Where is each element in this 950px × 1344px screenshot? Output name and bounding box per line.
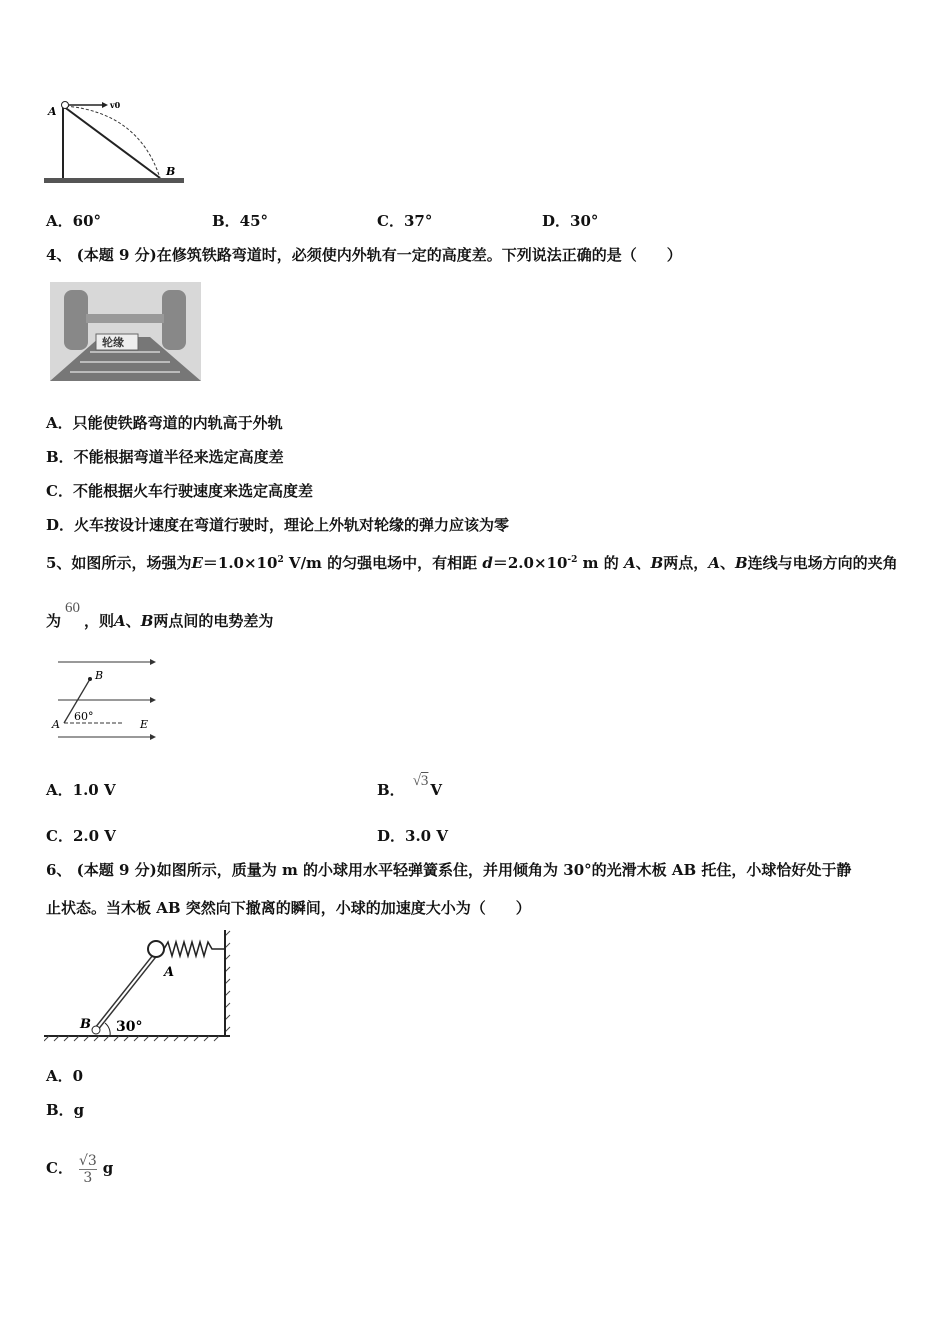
fraction	[79, 1153, 97, 1186]
label-v0: v0	[110, 100, 121, 110]
label-b: B	[166, 165, 176, 178]
exponent: -2	[567, 555, 578, 565]
q3-option-b[interactable]: B．45°	[212, 212, 269, 230]
text: ＝1.0×10	[202, 554, 278, 572]
label-angle: 60°	[74, 710, 94, 723]
q4-option-d[interactable]: D．火车按设计速度在弯道行驶时，理论上外轨对轮缘的弹力应该为零	[46, 516, 510, 534]
text: 、	[125, 612, 141, 630]
q5-option-c[interactable]: C．2.0 V	[46, 827, 116, 845]
symbol-a: A	[623, 554, 636, 572]
text: B．	[377, 781, 405, 799]
q5-stem-line2	[46, 600, 274, 632]
label-e: E	[140, 718, 149, 731]
q6-option-a[interactable]: A．0	[46, 1067, 84, 1085]
wheel-flange-label: 轮缘	[102, 336, 124, 349]
label-a: A	[164, 965, 175, 980]
q6-stem-line1: 6、 (本题 9 分)如图所示，质量为 m 的小球用水平轻弹簧系住，并用倾角为 30°的光滑木板 AB 托住，小球恰好处于静	[46, 861, 852, 879]
projectile-incline-figure	[44, 98, 189, 188]
q4-option-b[interactable]: B．不能根据弯道半径来选定高度差	[46, 448, 284, 466]
label-b: B	[95, 669, 104, 682]
q4-stem: 4、 (本题 9 分)在修筑铁路弯道时，必须使内外轨有一定的高度差。下列说法正确的是（ ）	[46, 246, 682, 264]
text: ＝2.0×10	[492, 554, 568, 572]
symbol-d: d	[482, 554, 493, 572]
label-a: A	[52, 718, 60, 731]
text: 、	[635, 554, 651, 572]
symbol-b: B	[140, 612, 154, 630]
symbol-a: A	[114, 612, 126, 630]
q3-option-a[interactable]: A．60°	[46, 212, 102, 230]
q5-option-b[interactable]: B． √3 V	[377, 773, 443, 799]
text: m 的	[577, 554, 624, 572]
spring-ball-incline-figure	[44, 928, 236, 1048]
symbol-b: B	[650, 554, 664, 572]
angle-value: 60	[65, 600, 81, 616]
q5-option-a[interactable]: A．1.0 V	[46, 781, 116, 799]
text: V	[430, 781, 443, 799]
symbol-a: A	[708, 554, 720, 572]
label-a: A	[48, 105, 57, 118]
q4-option-c[interactable]: C．不能根据火车行驶速度来选定高度差	[46, 482, 313, 500]
symbol-e: E	[191, 554, 203, 572]
q3-option-c[interactable]: C．37°	[377, 212, 433, 230]
label-b: B	[80, 1017, 91, 1032]
q6-option-c[interactable]	[46, 1146, 113, 1190]
text: V/m 的匀强电场中，有相距	[283, 554, 483, 572]
text: C．	[46, 1159, 73, 1177]
q6-stem-line2: 止状态。当木板 AB 突然向下撤离的瞬间，小球的加速度大小为（ ）	[46, 899, 531, 917]
text: ，则	[84, 612, 115, 630]
text: 5、如图所示，场强为	[46, 554, 192, 572]
rail-wheel-image	[50, 282, 201, 381]
text: 两点，	[663, 554, 709, 572]
text: 、	[719, 554, 735, 572]
denominator: 3	[79, 1169, 97, 1186]
text: 连线与电场方向的夹角	[747, 554, 898, 572]
label-angle: 30°	[116, 1019, 143, 1035]
symbol-b: B	[734, 554, 748, 572]
text: 两点间的电势差为	[153, 612, 274, 630]
text: g	[102, 1159, 114, 1177]
text: 为	[46, 612, 62, 630]
electric-field-figure	[50, 652, 160, 747]
q5-stem-line1	[46, 550, 898, 573]
q5-option-d[interactable]: D．3.0 V	[377, 827, 448, 845]
sqrt-value: 3	[420, 773, 429, 789]
q6-option-b[interactable]: B．g	[46, 1101, 85, 1119]
numerator: √3	[78, 1152, 97, 1169]
q4-option-a[interactable]: A．只能使铁路弯道的内轨高于外轨	[46, 414, 283, 432]
q3-option-d[interactable]: D．30°	[542, 212, 599, 230]
exponent: 2	[277, 555, 284, 565]
